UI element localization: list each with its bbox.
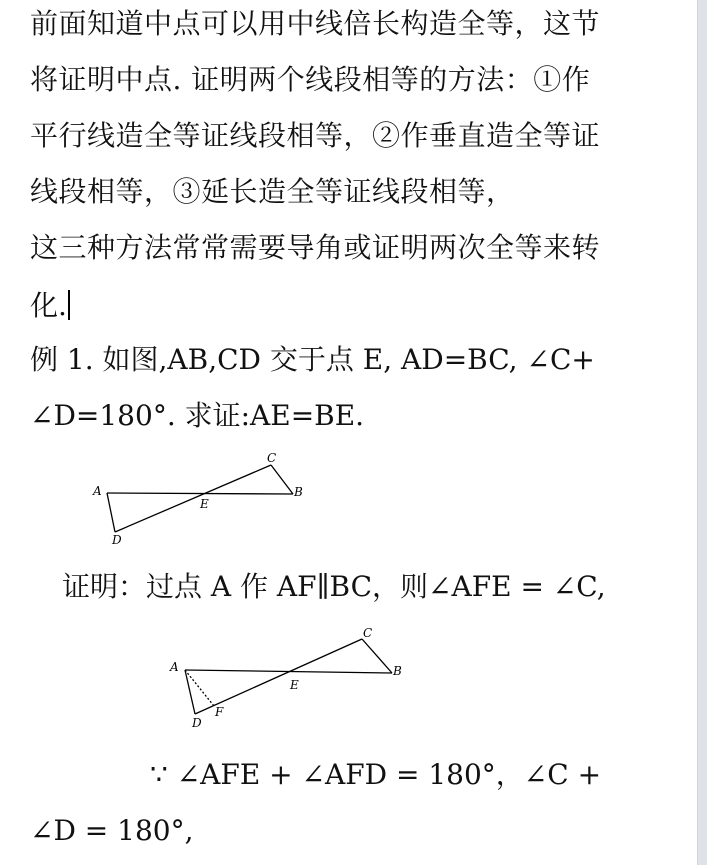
text-line-2: 将证明中点. 证明两个线段相等的方法：①作 xyxy=(30,63,591,96)
segment-ad xyxy=(107,493,115,532)
segment-dc xyxy=(115,465,271,532)
label-e: E xyxy=(200,497,209,511)
segment-dc xyxy=(195,639,362,714)
label-e: E xyxy=(290,678,299,692)
proof-line-2: ∵ ∠AFE + ∠AFD = 180°，∠C + xyxy=(150,758,602,791)
figure-2 xyxy=(160,620,420,735)
text-line-4: 线段相等，③延长造全等证线段相等， xyxy=(30,175,515,208)
label-b: B xyxy=(393,664,402,678)
label-a: A xyxy=(170,660,179,674)
text-cursor xyxy=(68,290,70,320)
text-line-3: 平行线造全等证线段相等，②作垂直造全等证 xyxy=(30,119,601,152)
proof-line-3: ∠D = 180°, xyxy=(30,814,194,847)
text-line-5: 这三种方法常常需要导角或证明两次全等来转 xyxy=(30,231,601,264)
text-line-1: 前面知道中点可以用中线倍长构造全等，这节 xyxy=(30,7,601,40)
label-c: C xyxy=(363,626,373,640)
label-d: D xyxy=(192,716,202,730)
label-c: C xyxy=(267,451,277,465)
text-line-6 xyxy=(30,290,70,320)
label-b: B xyxy=(294,485,303,499)
vertical-scrollbar[interactable] xyxy=(697,0,707,865)
segment-cb xyxy=(362,639,392,673)
proof-line-1: 证明：过点 A 作 AF∥BC，则∠AFE = ∠C, xyxy=(62,570,606,603)
label-f: F xyxy=(215,705,224,719)
text-line-6-content: 化. xyxy=(30,289,67,322)
example-statement: ∠D=180°. 求证:AE=BE. xyxy=(30,399,365,432)
segment-ab xyxy=(107,493,293,494)
label-d: D xyxy=(112,533,122,547)
example-heading: 例 1. 如图,AB,CD 交于点 E, AD=BC, ∠C+ xyxy=(30,343,595,376)
label-a: A xyxy=(93,484,102,498)
segment-cb xyxy=(271,465,293,494)
figure-1 xyxy=(85,445,315,550)
